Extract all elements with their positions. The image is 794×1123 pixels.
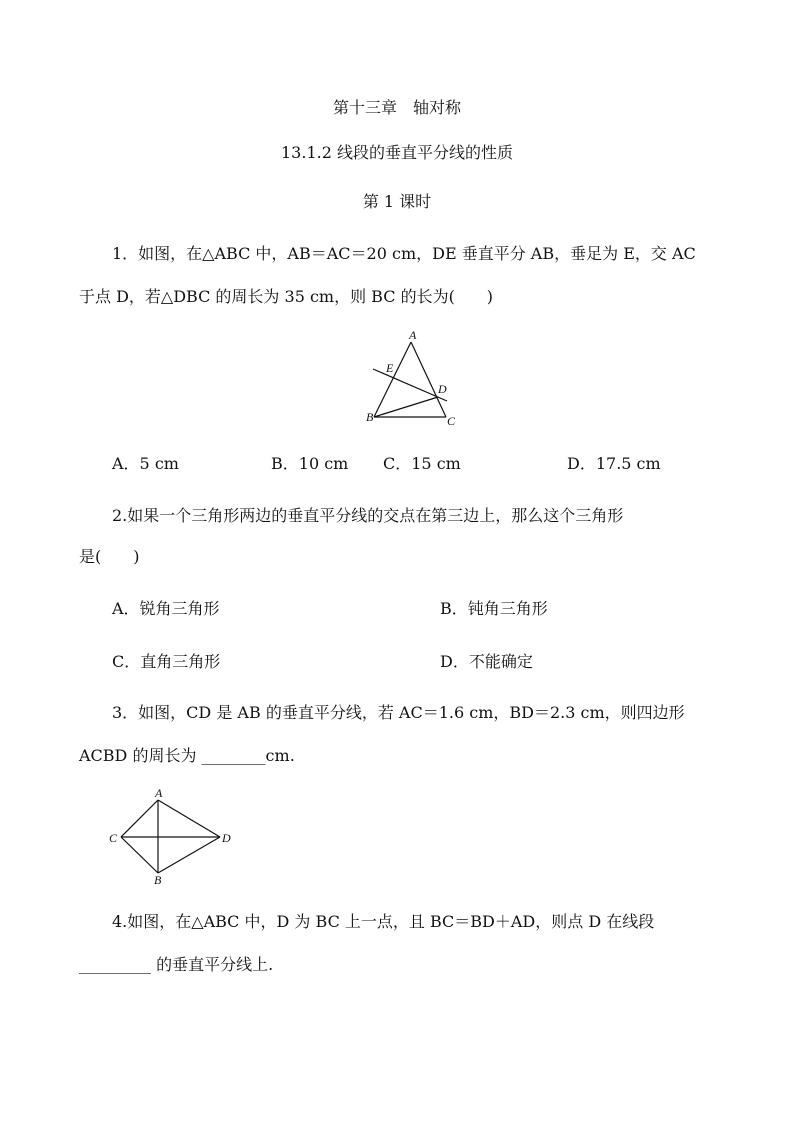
q2-option-a[interactable]: A．锐角三角形	[112, 599, 220, 618]
q1-label-b: B	[366, 410, 374, 424]
q1-label-e: E	[386, 361, 394, 375]
q3-label-d: D	[222, 831, 231, 845]
q3-segment-ad	[158, 800, 220, 837]
q1-label-a: A	[409, 328, 417, 342]
q2-text-line2: 是( )	[79, 547, 140, 566]
q2-option-c[interactable]: C．直角三角形	[112, 652, 221, 671]
q3-text-line1: 3．如图，CD 是 AB 的垂直平分线，若 AC＝1.6 cm，BD＝2.3 cm，则四边形	[112, 703, 685, 722]
q1-option-c[interactable]: C．15 cm	[383, 454, 461, 473]
q3-text-line2: ACBD 的周长为 ________cm.	[79, 746, 295, 765]
q3-label-c: C	[109, 831, 118, 845]
q3-label-b: B	[154, 873, 162, 887]
q1-label-c: C	[447, 414, 456, 428]
q1-option-d[interactable]: D．17.5 cm	[567, 454, 661, 473]
q2-text-line1: 2.如果一个三角形两边的垂直平分线的交点在第三边上，那么这个三角形	[112, 506, 624, 525]
q2-option-b[interactable]: B．钝角三角形	[440, 599, 548, 618]
q1-text-line1: 1．如图，在△ABC 中，AB＝AC＝20 cm，DE 垂直平分 AB，垂足为 E，交 AC	[112, 244, 696, 263]
lesson-title: 第 1 课时	[362, 192, 432, 211]
q4-text-line2: _________ 的垂直平分线上.	[79, 955, 274, 974]
q3-segment-db	[158, 837, 220, 873]
section-title: 13.1.2 线段的垂直平分线的性质	[281, 143, 513, 162]
q1-segment-bd	[374, 397, 438, 417]
q1-triangle-figure	[360, 325, 460, 435]
chapter-title: 第十三章 轴对称	[332, 98, 461, 117]
q2-option-d[interactable]: D．不能确定	[440, 652, 533, 671]
q3-quadrilateral-figure	[102, 785, 242, 885]
q1-segment-ab	[374, 342, 411, 417]
q4-text-line1: 4.如图，在△ABC 中，D 为 BC 上一点，且 BC＝BD＋AD，则点 D 在线段	[112, 912, 655, 931]
q1-label-d: D	[438, 382, 447, 396]
q3-label-a: A	[155, 786, 163, 800]
q1-segment-ac	[411, 342, 446, 417]
q1-option-a[interactable]: A．5 cm	[112, 454, 179, 473]
q1-text-line2: 于点 D，若△DBC 的周长为 35 cm，则 BC 的长为( )	[79, 287, 494, 306]
q3-segment-bc	[121, 837, 158, 873]
q1-option-b[interactable]: B．10 cm	[271, 454, 349, 473]
q3-segment-ca	[121, 800, 158, 837]
